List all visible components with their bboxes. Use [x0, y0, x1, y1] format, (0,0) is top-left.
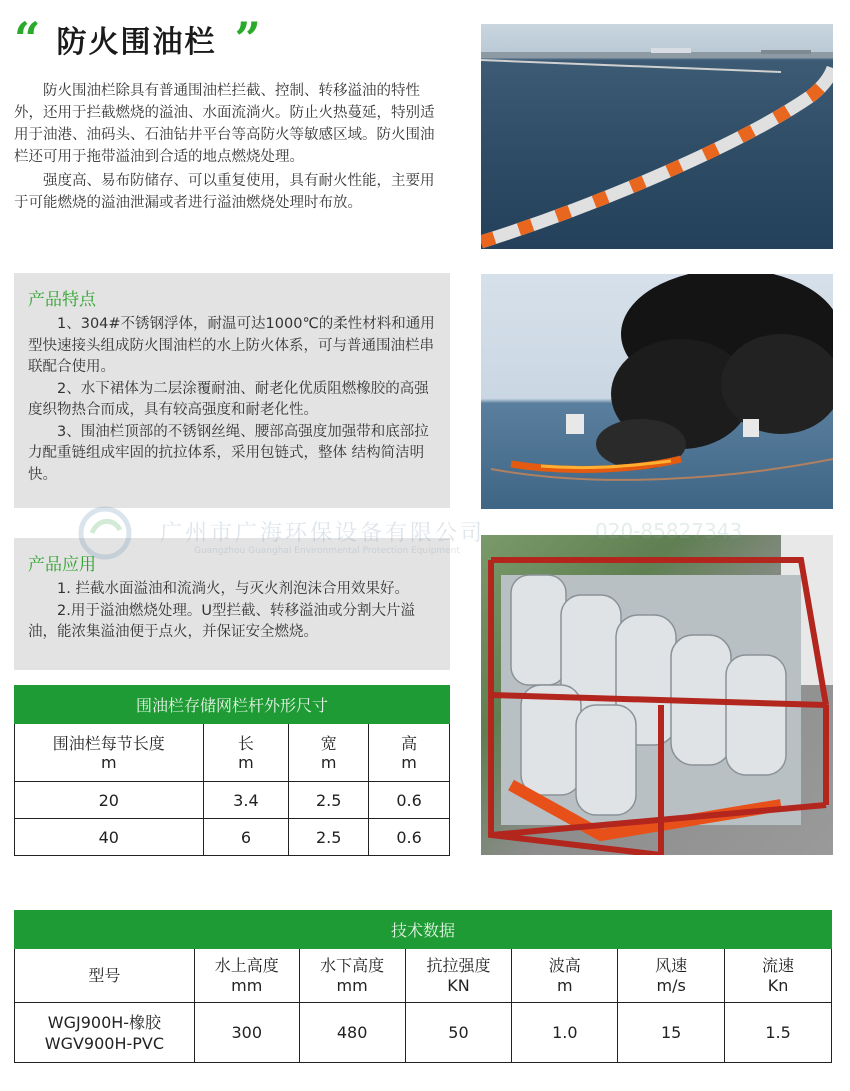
header-cell: 流速 Kn — [725, 949, 832, 1003]
header-cell: 型号 — [15, 949, 195, 1003]
feature-item-1: 1、304#不锈钢浮体，耐温可达1000℃的柔性材料和通用型快速接头组成防火围油栏的水上防火体系，可与普通围油栏串联配合使用。 — [28, 316, 435, 375]
page-title — [14, 14, 255, 64]
feature-item-3: 3、围油栏顶部的不锈钢丝绳、腰部高强度加强带和底部拉力配重链组成牢固的抗拉体系，采用包链式，整体 结构简洁明快。 — [28, 423, 429, 483]
header-cell: 宽 m — [289, 724, 369, 782]
storage-table-title: 围油栏存储网栏杆外形尺寸 — [15, 686, 450, 724]
feature-item-2: 2、水下裙体为二层涂覆耐油、耐老化优质阻燃橡胶的高强度织物热合而成，具有较高强度和耐老化性。 — [28, 380, 429, 418]
table-cell: 0.6 — [369, 782, 450, 819]
table-cell: 1.5 — [725, 1003, 832, 1063]
table-cell: 15 — [618, 1003, 725, 1063]
table-cell: 2.5 — [289, 819, 369, 856]
table-cell: 300 — [194, 1003, 299, 1063]
table-cell: 1.0 — [512, 1003, 618, 1063]
intro-text — [14, 80, 444, 216]
table-row — [15, 1003, 832, 1063]
storage-table-header-row — [15, 724, 450, 782]
technical-data-table — [14, 910, 832, 1063]
applications-body — [14, 579, 450, 654]
intro-paragraph-2: 强度高、易布防储存、可以重复使用，具有耐火性能，主要用于可能燃烧的溢油泄漏或者进行溢油燃烧处理时布放。 — [14, 173, 435, 211]
table-cell: 0.6 — [369, 819, 450, 856]
table-cell: 480 — [299, 1003, 405, 1063]
title-text: 防火围油栏 — [56, 25, 217, 60]
photo-storage-cage — [481, 535, 833, 855]
application-item-1: 1. 拦截水面溢油和流淌火，与灭火剂泡沫合用效果好。 — [57, 581, 409, 597]
application-item-2: 2.用于溢油燃烧处理。U型拦截、转移溢油或分割大片溢油，能浓集溢油便于点火，并保证安全燃烧。 — [28, 602, 415, 640]
boom-on-water-image — [481, 24, 833, 249]
features-body — [14, 314, 450, 496]
features-title: 产品特点 — [28, 290, 96, 310]
header-cell: 风速 m/s — [618, 949, 725, 1003]
table-cell: 20 — [15, 782, 204, 819]
title-quote-close: ” — [234, 12, 255, 66]
title-quote-open: “ — [14, 12, 35, 66]
table-row — [15, 782, 450, 819]
watermark-company-name: 广州市广海环保设备有限公司 — [160, 521, 486, 546]
header-cell: 水上高度 mm — [194, 949, 299, 1003]
header-cell: 波高 m — [512, 949, 618, 1003]
burning-oil-image — [481, 274, 833, 509]
table-cell: 2.5 — [289, 782, 369, 819]
photo-boom-on-water — [481, 24, 833, 249]
table-cell: 3.4 — [203, 782, 289, 819]
header-cell: 长 m — [203, 724, 289, 782]
watermark-company-english: Guangzhou Guanghai Environmental Protection Equipment — [194, 546, 460, 556]
intro-paragraph-1: 防火围油栏除具有普通围油栏拦截、控制、转移溢油的特性外，还用于拦截燃烧的溢油、水面流淌火。防止火热蔓延，特别适用于油港、油码头、石油钻井平台等高防火等敏感区域。防火围油栏还可用于拖带溢油到合适的地点燃烧处理。 — [14, 83, 435, 165]
model-cell: WGJ900H-橡胶 WGV900H-PVC — [15, 1003, 195, 1063]
watermark-phone: 020-85827343 — [595, 519, 743, 543]
header-cell: 抗拉强度 KN — [405, 949, 512, 1003]
applications-title: 产品应用 — [28, 555, 96, 575]
tech-table-header-row — [15, 949, 832, 1003]
table-cell: 50 — [405, 1003, 512, 1063]
header-cell: 高 m — [369, 724, 450, 782]
tech-table-title: 技术数据 — [15, 911, 832, 949]
header-cell: 围油栏每节长度 m — [15, 724, 204, 782]
table-cell: 40 — [15, 819, 204, 856]
storage-cage-image — [481, 535, 833, 855]
applications-panel — [14, 538, 450, 670]
features-panel — [14, 273, 450, 508]
header-cell: 水下高度 mm — [299, 949, 405, 1003]
photo-burning-oil — [481, 274, 833, 509]
storage-dimensions-table — [14, 685, 450, 856]
table-row — [15, 819, 450, 856]
table-cell: 6 — [203, 819, 289, 856]
